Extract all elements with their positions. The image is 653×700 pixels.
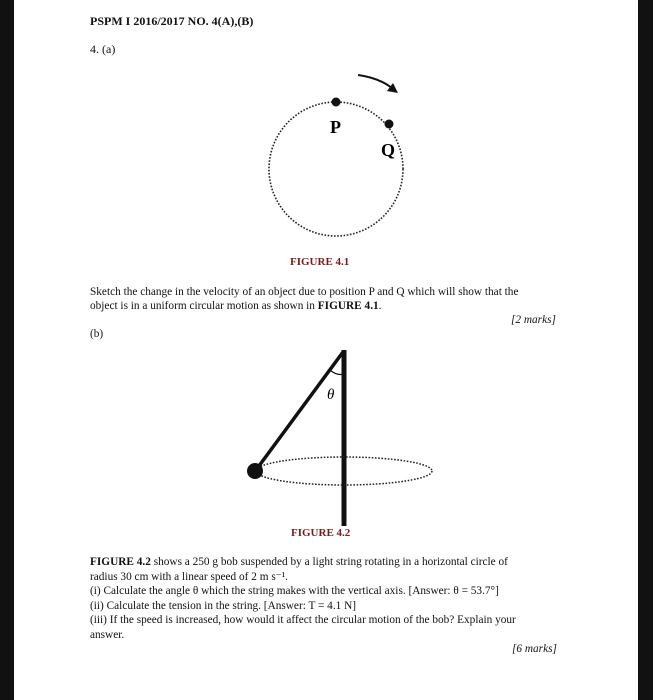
arrowhead-icon xyxy=(387,83,398,93)
point-p-dot xyxy=(332,98,341,107)
part-b-line-2: radius 30 cm with a linear speed of 2 m s⁻¹. xyxy=(90,570,288,583)
part-b-marks: [6 marks] xyxy=(512,643,557,655)
paper-header: PSPM I 2016/2017 NO. 4(A),(B) xyxy=(90,14,254,28)
pendulum-string xyxy=(256,352,343,470)
exam-page xyxy=(14,0,638,700)
part-b-figure-ref: FIGURE 4.2 xyxy=(90,556,151,568)
label-q: Q xyxy=(381,140,396,160)
part-b-item-i: (i) Calculate the angle θ which the string makes with the vertical axis. [Answer: θ = 53.7°] xyxy=(90,585,499,598)
part-a-period: . xyxy=(378,299,382,312)
part-b-line-1-text: shows a 250 g bob suspended by a light string rotating in a horizontal circle of xyxy=(150,556,508,568)
part-b-line-1 xyxy=(90,555,582,570)
figure-4-1-circle-diagram xyxy=(246,62,426,242)
part-a-line-2-text: object is in a uniform circular motion as shown in xyxy=(90,299,318,312)
figure-4-2-caption: FIGURE 4.2 xyxy=(291,527,351,539)
part-a-line-2 xyxy=(90,300,580,314)
pendulum-bob xyxy=(247,463,263,479)
point-q-dot xyxy=(385,120,394,129)
part-a-marks: [2 marks] xyxy=(511,314,556,326)
direction-arrow-icon xyxy=(358,75,393,89)
part-b-item-iii-line-2: answer. xyxy=(90,628,125,641)
figure-4-1-caption: FIGURE 4.1 xyxy=(290,256,350,268)
part-a-line-1: Sketch the change in the velocity of an object due to position P and Q which will show that the xyxy=(90,286,519,298)
part-b-item-iii-line-1: (iii) If the speed is increased, how would it affect the circular motion of the bob? Explain your xyxy=(90,614,516,627)
theta-label: θ xyxy=(327,387,335,403)
label-p: P xyxy=(330,117,341,137)
part-b-item-ii: (ii) Calculate the tension in the string. [Answer: T = 4.1 N] xyxy=(90,599,357,612)
question-part-b-label: (b) xyxy=(90,328,104,340)
figure-4-2-conical-pendulum xyxy=(236,338,436,530)
part-b-text xyxy=(90,555,582,643)
part-a-figure-ref: FIGURE 4.1 xyxy=(317,299,379,312)
question-part-a-label: 4. (a) xyxy=(90,42,116,56)
part-a-text xyxy=(90,286,580,313)
